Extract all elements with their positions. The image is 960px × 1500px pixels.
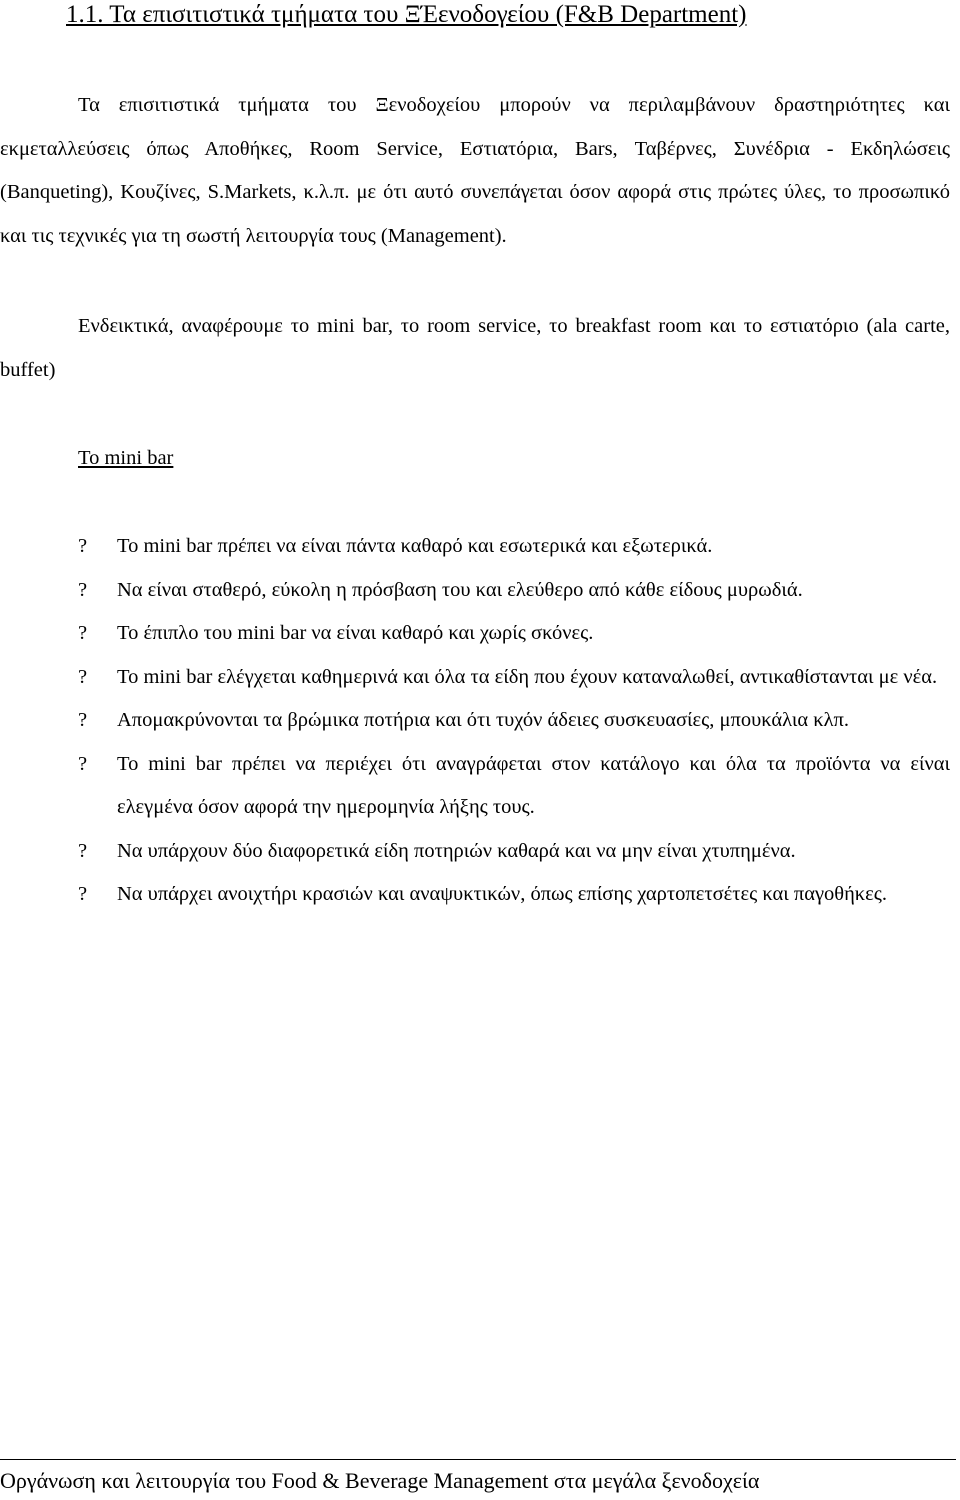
examples-paragraph: Ενδεικτικά, αναφέρουμε το mini bar, το room service, το breakfast room και το εστιατόριο (ala carte, buffet) <box>0 315 951 381</box>
mini-bar-subheading: Το mini bar <box>78 447 174 469</box>
checklist-item <box>0 612 950 656</box>
checklist-item <box>0 699 950 743</box>
bullet-marker: ? <box>78 578 88 601</box>
footer-divider <box>0 1459 956 1460</box>
checklist-item <box>0 656 950 700</box>
checklist-item-text: Το mini bar πρέπει να περιέχει ότι αναγράφεται στον κατάλογο και όλα τα προϊόντα να είναι ελεγμένα όσον αφορά την ημερομηνία λήξης τους. <box>117 752 950 818</box>
checklist-item-text: Να υπάρχει ανοιχτήρι κρασιών και αναψυκτικών, όπως επίσης χαρτοπετσέτες και παγοθήκες. <box>117 883 887 905</box>
page-footer: Οργάνωση και λειτουργία του Food & Beverage Management στα μεγάλα ξενοδοχεία <box>0 1468 760 1493</box>
checklist-item <box>0 525 950 569</box>
bullet-marker: ? <box>78 839 88 862</box>
bullet-marker: ? <box>78 752 88 775</box>
bullet-marker: ? <box>78 622 88 644</box>
checklist-item-text: Να υπάρχουν δύο διαφορετικά είδη ποτηριών καθαρά και να μην είναι χτυπημένα. <box>117 839 796 862</box>
checklist-item <box>0 743 950 830</box>
section-heading: 1.1. Τα επισιτιστικά τμήματα του ΞΈενοδογείου (F&B Department) <box>66 1 747 28</box>
mini-bar-checklist <box>0 525 950 917</box>
bullet-marker: ? <box>78 665 88 688</box>
checklist-item <box>0 830 950 874</box>
checklist-item <box>0 569 950 613</box>
checklist-item-text: Το έπιπλο του mini bar να είναι καθαρό και χωρίς σκόνες. <box>117 622 594 644</box>
bullet-marker: ? <box>78 535 88 557</box>
intro-paragraph: Τα επισιτιστικά τμήματα του Ξενοδοχείου μπορούν να περιλαμβάνουν δραστηριότητες και εκμεταλλεύσεις όπως Αποθήκες, Room Service, Εστιατόρια, Bars, Ταβέρνες, Συνέδρια - Εκδηλώσεις (Banqueting), Κουζίνες, S.Markets, κ.λ.π. με ότι αυτό συνεπάγεται όσον αφορά στις πρώτες ύλες, το προσωπικό και τις τεχνικές για τη σωστή λειτουργία τους (Management). <box>0 94 950 247</box>
checklist-item-text: Το mini bar πρέπει να είναι πάντα καθαρό και εσωτερικά και εξωτερικά. <box>117 535 713 557</box>
bullet-marker: ? <box>78 883 88 905</box>
checklist-item-text: Το mini bar ελέγχεται καθημερινά και όλα τα είδη που έχουν καταναλωθεί, αντικαθίστανται με νέα. <box>117 665 938 688</box>
checklist-item-text: Να είναι σταθερό, εύκολη η πρόσβαση του και ελεύθερο από κάθε είδους μυρωδιά. <box>117 578 803 601</box>
bullet-marker: ? <box>78 709 88 731</box>
checklist-item-text: Απομακρύνονται τα βρώμικα ποτήρια και ότι τυχόν άδειες συσκευασίες, μπουκάλια κλπ. <box>117 709 849 731</box>
checklist-item <box>0 873 950 917</box>
